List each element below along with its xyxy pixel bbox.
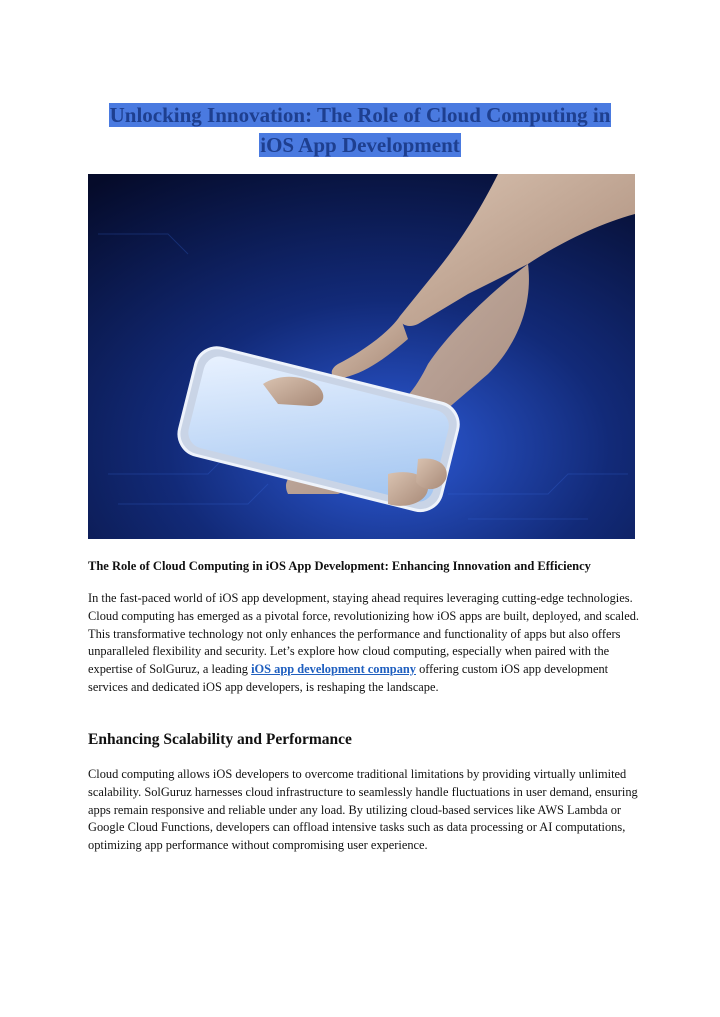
intro-paragraph xyxy=(88,590,640,697)
article-subtitle: The Role of Cloud Computing in iOS App Development: Enhancing Innovation and Efficiency xyxy=(88,559,591,573)
hero-image xyxy=(88,174,635,539)
page-title xyxy=(60,100,660,160)
title-line-2: iOS App Development xyxy=(260,133,460,157)
intro-text-before: In the fast-paced world of iOS app development, staying ahead requires leveraging cutting-edge technologies. Cloud computing has emerged as a pivotal force, revolutionizing how iOS apps are built, deployed, and scaled. This transformative technology not only enhances the performance and functionality of apps but also offers unparalleled flexibility and security. Let’s explore how cloud computing, especially when paired with the expertise of SolGuruz, a leading xyxy=(88,591,640,677)
section-paragraph: Cloud computing allows iOS developers to overcome traditional limitations by providing virtually unlimited scalability. SolGuruz harnesses cloud infrastructure to seamlessly handle fluctuations in user demand, ensuring apps remain responsive and reliable under any load. By utilizing cloud-based services like AWS Lambda or Google Cloud Functions, developers can offload intensive tasks such as data processing or AI computations, optimizing app performance without compromising user experience. xyxy=(88,767,638,853)
intro-text-after: offering custom iOS app development services and dedicated iOS app developers, is reshaping the landscape. xyxy=(88,662,609,694)
section-heading: Enhancing Scalability and Performance xyxy=(88,731,352,748)
hand-holding-phone-image xyxy=(88,174,635,539)
ios-app-development-company-link[interactable]: iOS app development company xyxy=(251,662,416,677)
title-line-1: Unlocking Innovation: The Role of Cloud Computing in xyxy=(109,103,611,127)
